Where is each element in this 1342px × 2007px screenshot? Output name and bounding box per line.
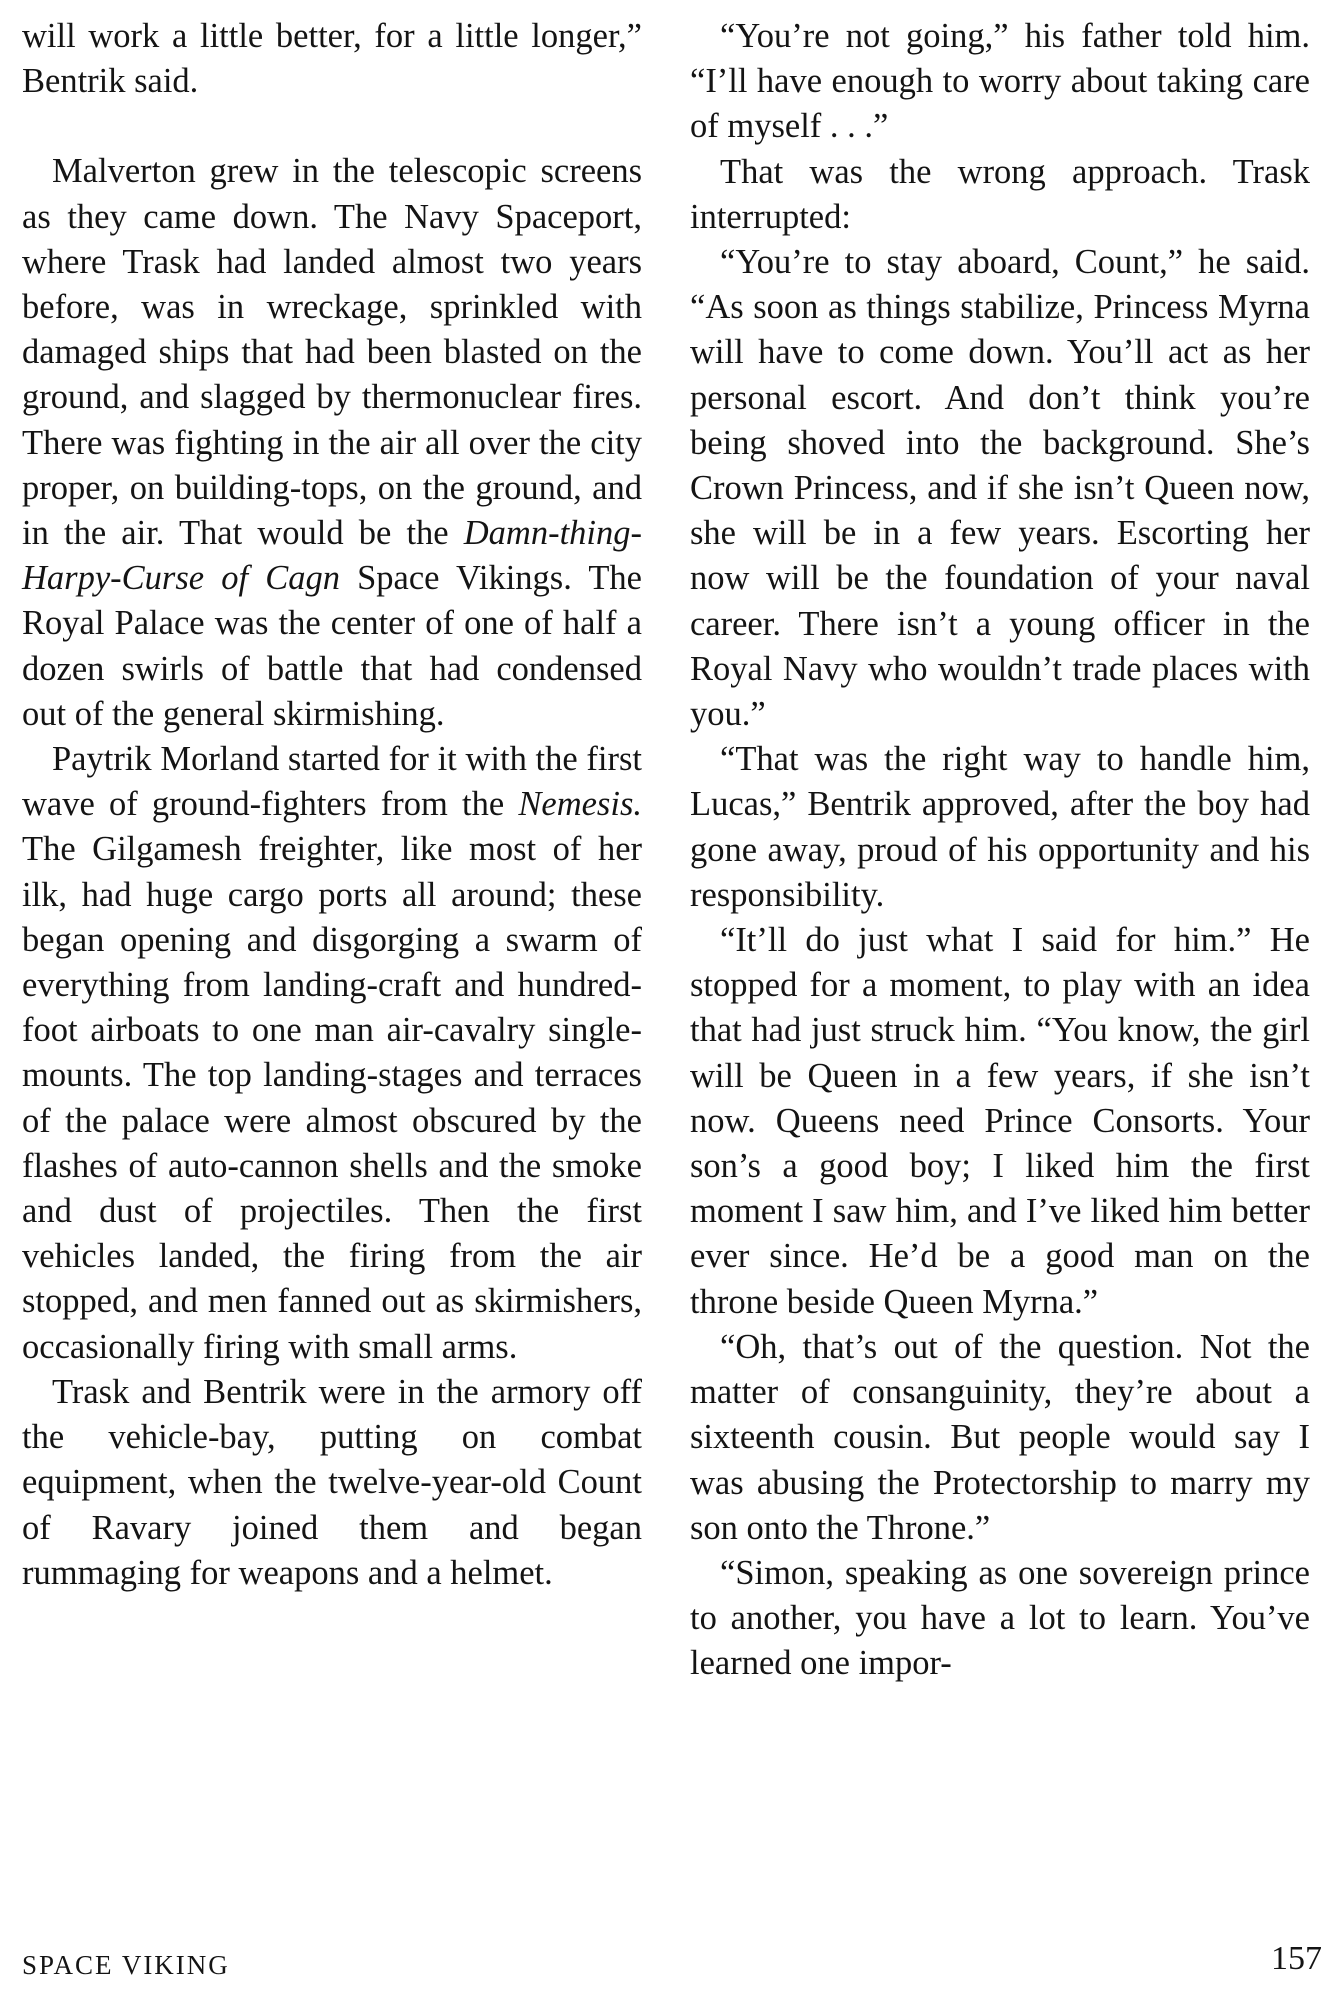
paragraph: “You’re to stay aboard, Count,” he said. “As soon as things stabilize, Princess Myrna will have to come down. You’ll act as her personal escort. And don’t think you’re being shoved into the background. She’s Crown Princess, and if she isn’t Queen now, she will be in a few years. Escorting her now will be the foundation of your naval career. There isn’t a young officer in the Royal Navy who wouldn’t trade places with you.” — [690, 243, 1310, 734]
paragraph-text: The Gilgamesh freighter, like most of her ilk, had huge cargo ports all around; these began opening and disgorging a swarm of everything from landing-craft and hundred-foot airboats to one man air-cavalry single-mounts. The top landing-stages and terraces of the palace were almost obscured by the flashes of auto-cannon shells and the smoke and dust of projectiles. Then the first vehicles landed, the firing from the air stopped, and men fanned out as skirmishers, occasionally firing with small arms. — [22, 830, 642, 1366]
ship-name-italic: Damn-thing-Harpy-Curse of Cagn — [22, 514, 642, 598]
paragraph — [22, 737, 642, 1370]
paragraph — [22, 149, 642, 737]
page-number: 157 — [1271, 1940, 1322, 1977]
paragraph: “You’re not going,” his father told him. “I’ll have enough to worry about taking care of myself . . .” — [690, 17, 1310, 146]
paragraph-text: Space Vikings. The Royal Palace was the center of one of half a dozen swirls of battle that had condensed out of the general skirmishing. — [22, 559, 642, 733]
paragraph: will work a little better, for a little longer,” Bentrik said. — [22, 17, 642, 101]
paragraph-text: Malverton grew in the telescopic screens as they came down. The Navy Spaceport, where Trask had landed almost two years before, was in wreckage, sprinkled with damaged ships that had been blasted on the ground, and slagged by thermonuclear fires. There was fighting in the air all over the city proper, on building-tops, on the ground, and in the air. That would be the — [22, 152, 642, 553]
paragraph: “It’ll do just what I said for him.” He stopped for a moment, to play with an idea that had just struck him. “You know, the girl will be Queen in a few years, if she isn’t now. Queens need Prince Consorts. Your son’s a good boy; I liked him the first moment I saw him, and I’ve liked him better ever since. He’d be a good man on the throne beside Queen Myrna.” — [690, 921, 1310, 1321]
paragraph-text: Paytrik Morland started for it with the first wave of ground-fighters from the — [22, 740, 642, 824]
left-column — [22, 14, 642, 1596]
paragraph: “That was the right way to handle him, Lucas,” Bentrik approved, after the boy had gone away, proud of his opportunity and his responsibility. — [690, 740, 1310, 914]
running-footer-title: SPACE VIKING — [22, 1950, 230, 1980]
right-column — [690, 14, 1310, 1687]
ship-name-italic: Nemesis. — [518, 785, 642, 824]
paragraph: Trask and Bentrik were in the armory off the vehicle-bay, putting on combat equipment, when the twelve-year-old Count of Ravary joined them and began rummaging for weapons and a helmet. — [22, 1372, 642, 1592]
paragraph: “Oh, that’s out of the question. Not the matter of consanguinity, they’re about a sixteenth cousin. But people would say I was abusing the Protectorship to marry my son onto the Throne.” — [690, 1327, 1310, 1547]
paragraph: That was the wrong approach. Trask interrupted: — [690, 152, 1310, 236]
paragraph: “Simon, speaking as one sovereign prince to another, you have a lot to learn. You’ve learned one impor- — [690, 1553, 1310, 1683]
